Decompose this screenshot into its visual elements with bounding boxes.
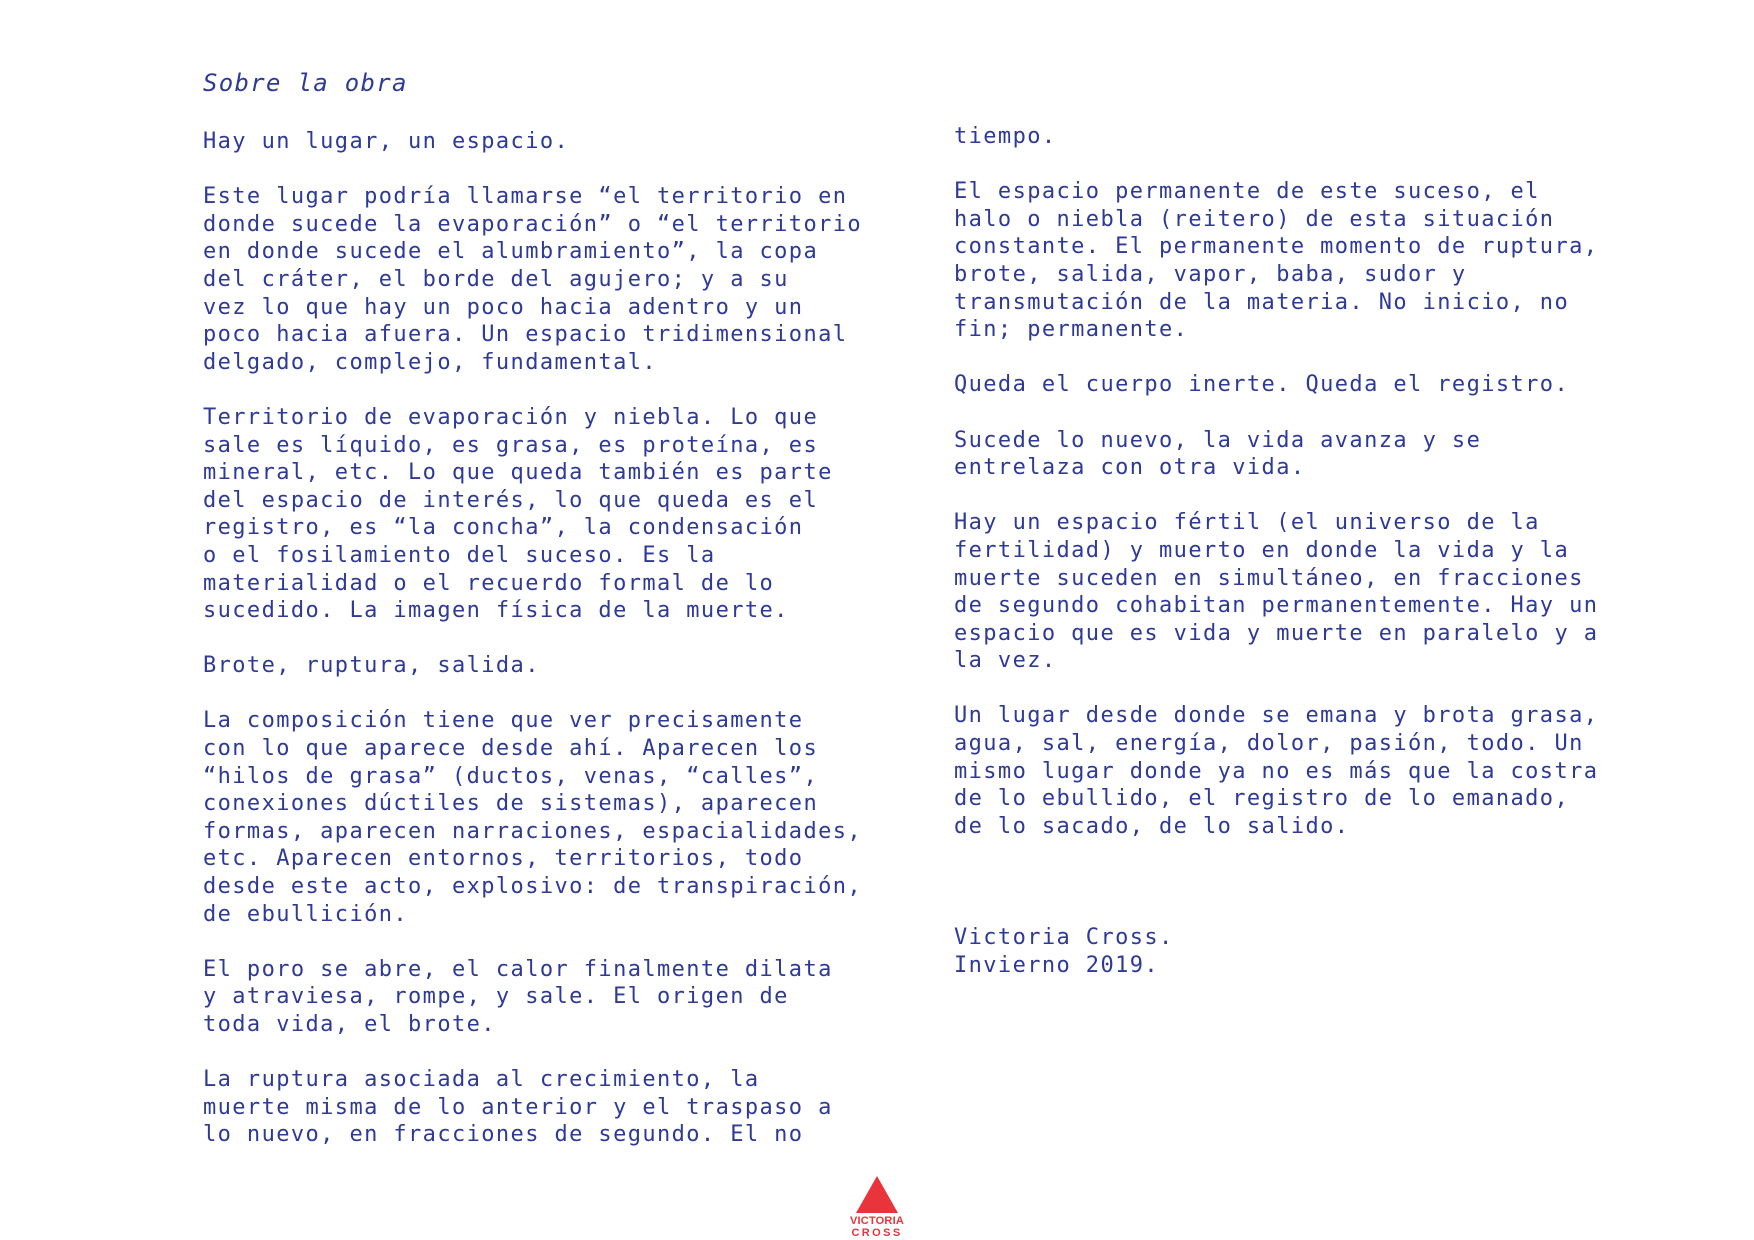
left-column — [203, 128, 863, 1149]
paragraph: Territorio de evaporación y niebla. Lo que sale es líquido, es grasa, es proteína, es mineral, etc. Lo que queda también es parte del espacio de interés, lo que queda es el registro, es “la concha”, la condensación o el fosilamiento del suceso. Es la materialidad o el recuerdo formal de lo sucedido. La imagen física de la muerte. — [203, 404, 833, 624]
signature-date: Invierno 2019. — [954, 952, 1160, 978]
paragraph: tiempo. — [954, 124, 1057, 149]
paragraph: La composición tiene que ver precisamente con lo que aparece desde ahí. Aparecen los “hilos de grasa” (ductos, venas, “calles”, conexiones dúctiles de sistemas), aparecen formas, aparecen narraciones, espacialidades, etc. Aparecen entornos, territorios, todo desde este acto, explosivo: de transpiración, de ebullición. — [203, 708, 863, 927]
paragraph: Hay un espacio fértil (el universo de la fertilidad) y muerto en donde la vida y la muerte suceden en simultáneo, en fracciones de segundo cohabitan permanentemente. Hay un espacio que es vida y muerte en paralelo y a la vez. — [954, 510, 1599, 674]
paragraph: Queda el cuerpo inerte. Queda el registro. — [954, 372, 1570, 398]
paragraph: La ruptura asociada al crecimiento, la muerte misma de lo anterior y el traspaso a lo nuevo, en fracciones de segundo. El no — [203, 1067, 833, 1148]
page-heading: Sobre la obra — [203, 69, 408, 97]
signature-name: Victoria Cross. — [954, 925, 1174, 950]
brand-logo — [835, 1176, 919, 1239]
red-triangle-icon — [856, 1176, 898, 1213]
paragraph: Un lugar desde donde se emana y brota grasa, agua, sal, energía, dolor, pasión, todo. Un mismo lugar donde ya no es más que la costra de lo ebullido, el registro de lo emanado, de lo sacado, de lo salido. — [954, 703, 1599, 839]
signature — [954, 924, 1174, 979]
paragraph: Brote, ruptura, salida. — [203, 653, 540, 679]
logo-text-line1: VICTORIA — [850, 1215, 904, 1227]
paragraph: Este lugar podría llamarse “el territorio en donde sucede la evaporación” o “el territorio en donde sucede el alumbramiento”, la copa del cráter, el borde del agujero; y a su vez lo que hay un poco hacia adentro y un poco hacia afuera. Un espacio tridimensional delgado, complejo, fundamental. — [203, 184, 863, 375]
right-column — [954, 123, 1599, 840]
paragraph: Sucede lo nuevo, la vida avanza y se entrelaza con otra vida. — [954, 427, 1482, 481]
paragraph: El espacio permanente de este suceso, el halo o niebla (reitero) de esta situación constante. El permanente momento de ruptura, brote, salida, vapor, baba, sudor y transmutación de la materia. No inicio, no fin; permanente. — [954, 179, 1599, 343]
paragraph: Hay un lugar, un espacio. — [203, 129, 570, 154]
paragraph: El poro se abre, el calor finalmente dilata y atraviesa, rompe, y sale. El origen de toda vida, el brote. — [203, 956, 833, 1037]
logo-text-line2: CROSS — [851, 1227, 903, 1239]
